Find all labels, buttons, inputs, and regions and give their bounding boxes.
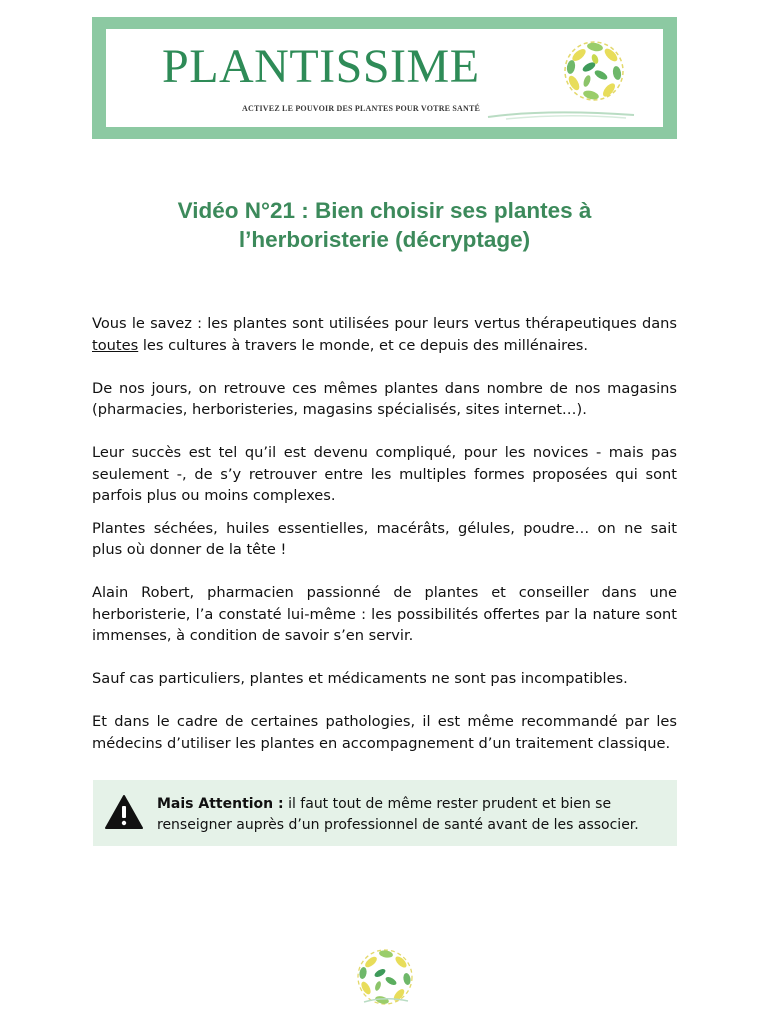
page-title-line-1: Vidéo N°21 : Bien choisir ses plantes à [177, 198, 592, 223]
paragraph-1-start: Vous le savez : les plantes sont utilisées pour leurs vertus thérapeutiques dans [92, 315, 677, 332]
paragraph-7: Et dans le cadre de certaines pathologies, il est même recommandé par les médecins d’utiliser les plantes en accompagnement d’un traitement classique. [92, 713, 677, 752]
warning-text [157, 794, 672, 835]
leaf-wreath-icon [561, 35, 627, 107]
page-title [92, 196, 677, 254]
footer-leaf-wreath-icon [354, 944, 416, 1010]
paragraph-4: Plantes séchées, huiles essentielles, macérâts, gélules, poudre… on ne sait plus où donner de la tête ! [92, 519, 677, 558]
paragraph-2: De nos jours, on retrouve ces mêmes plantes dans nombre de nos magasins (pharmacies, herboristeries, magasins spécialisés, sites internet…). [92, 379, 677, 418]
warning-box [93, 780, 677, 846]
paragraph-6: Sauf cas particuliers, plantes et médicaments ne sont pas incompatibles. [92, 670, 628, 687]
header-banner-inner [106, 29, 663, 127]
header-banner [92, 17, 677, 139]
paragraph-1 [92, 313, 677, 356]
paragraph-1-end: les cultures à travers le monde, et ce depuis des millénaires. [138, 336, 589, 354]
paragraph-3: Leur succès est tel qu’il est devenu compliqué, pour les novices - mais pas seulement -, de s’y retrouver entre les multiples formes proposées qui sont parfois plus ou moins complexes. [92, 444, 677, 504]
warning-label: Mais Attention : [157, 796, 284, 812]
article-body [92, 313, 677, 754]
paragraph-5: Alain Robert, pharmacien passionné de plantes et conseiller dans une herboristerie, l’a constaté lui-même : les possibilités offertes par la nature sont immenses, à condition de savoir s’en servir. [92, 584, 677, 644]
swoosh-decoration [486, 107, 636, 121]
warning-message: il faut tout de même rester prudent et bien se renseigner auprès d’un professionnel de santé avant de les associer. [157, 796, 639, 833]
brand-name: PLANTISSIME [162, 40, 480, 93]
underlined-word: toutes [92, 336, 139, 354]
page-title-line-2: l’herboristerie (décryptage) [238, 227, 531, 252]
tagline: ACTIVEZ LE POUVOIR DES PLANTES POUR VOTRE SANTÉ [242, 104, 481, 113]
warning-triangle-icon [104, 794, 144, 830]
